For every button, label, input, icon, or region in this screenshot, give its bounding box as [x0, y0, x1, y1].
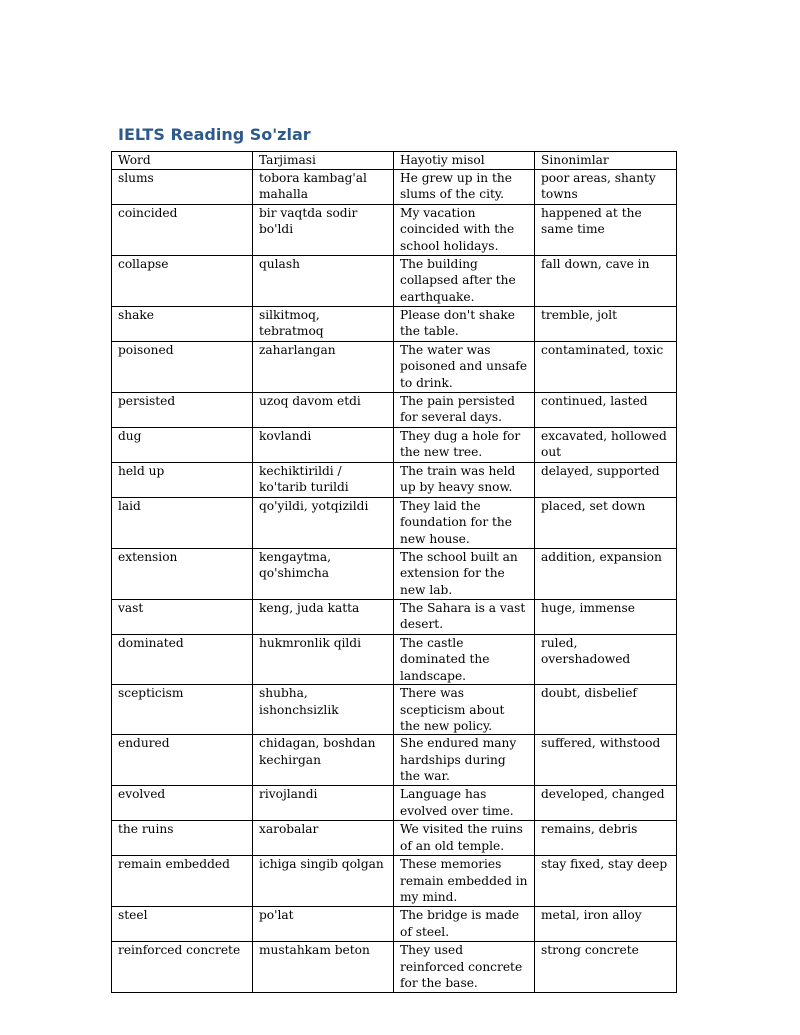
cell-example: She endured many hardships during the war. [394, 735, 535, 786]
cell-example: Please don't shake the table. [394, 307, 535, 342]
cell-translation: kengaytma, qo'shimcha [253, 549, 394, 600]
cell-word: slums [112, 170, 253, 205]
table-row [112, 635, 677, 685]
cell-word: endured [112, 735, 253, 786]
cell-synonyms: huge, immense [535, 600, 677, 635]
table-row [112, 205, 677, 256]
cell-synonyms: happened at the same time [535, 205, 677, 256]
table-row [112, 342, 677, 393]
cell-translation: keng, juda katta [253, 600, 394, 635]
cell-synonyms: stay fixed, stay deep [535, 856, 677, 907]
cell-translation: qulash [253, 256, 394, 307]
column-header-word: Word [112, 152, 253, 170]
table-row [112, 600, 677, 635]
table-row [112, 498, 677, 549]
cell-translation: po'lat [253, 907, 394, 942]
cell-word: steel [112, 907, 253, 942]
cell-synonyms: excavated, hollowed out [535, 428, 677, 463]
cell-translation: chidagan, boshdan kechirgan [253, 735, 394, 786]
table-row [112, 463, 677, 498]
table-row [112, 170, 677, 205]
cell-example: The castle dominated the landscape. [394, 635, 535, 685]
cell-example: We visited the ruins of an old temple. [394, 821, 535, 856]
cell-translation: shubha, ishonchsizlik [253, 685, 394, 735]
cell-word: the ruins [112, 821, 253, 856]
table-row [112, 428, 677, 463]
table-header-row [112, 152, 677, 170]
table-row [112, 856, 677, 907]
cell-example: The building collapsed after the earthquake. [394, 256, 535, 307]
cell-word: remain embedded [112, 856, 253, 907]
cell-synonyms: ruled, overshadowed [535, 635, 677, 685]
cell-example: There was scepticism about the new policy. [394, 685, 535, 735]
cell-translation: hukmronlik qildi [253, 635, 394, 685]
table-row [112, 786, 677, 821]
cell-synonyms: tremble, jolt [535, 307, 677, 342]
cell-synonyms: fall down, cave in [535, 256, 677, 307]
cell-word: vast [112, 600, 253, 635]
column-header-synonyms: Sinonimlar [535, 152, 677, 170]
cell-example: They used reinforced concrete for the base. [394, 942, 535, 992]
cell-word: reinforced concrete [112, 942, 253, 992]
cell-translation: tobora kambag'al mahalla [253, 170, 394, 205]
table-row [112, 685, 677, 735]
cell-translation: bir vaqtda sodir bo'ldi [253, 205, 394, 256]
cell-example: The Sahara is a vast desert. [394, 600, 535, 635]
cell-example: They dug a hole for the new tree. [394, 428, 535, 463]
table-row [112, 821, 677, 856]
cell-translation: xarobalar [253, 821, 394, 856]
cell-word: poisoned [112, 342, 253, 393]
table-row [112, 256, 677, 307]
table-row [112, 393, 677, 428]
table-row [112, 549, 677, 600]
cell-word: extension [112, 549, 253, 600]
cell-word: collapse [112, 256, 253, 307]
cell-word: persisted [112, 393, 253, 428]
cell-example: The pain persisted for several days. [394, 393, 535, 428]
cell-word: evolved [112, 786, 253, 821]
cell-translation: rivojlandi [253, 786, 394, 821]
cell-example: Language has evolved over time. [394, 786, 535, 821]
cell-word: dug [112, 428, 253, 463]
table-row [112, 307, 677, 342]
cell-synonyms: doubt, disbelief [535, 685, 677, 735]
cell-example: The school built an extension for the new lab. [394, 549, 535, 600]
cell-synonyms: continued, lasted [535, 393, 677, 428]
table-row [112, 735, 677, 786]
cell-translation: silkitmoq, tebratmoq [253, 307, 394, 342]
cell-synonyms: metal, iron alloy [535, 907, 677, 942]
column-header-translation: Tarjimasi [253, 152, 394, 170]
cell-synonyms: contaminated, toxic [535, 342, 677, 393]
column-header-example: Hayotiy misol [394, 152, 535, 170]
cell-example: The train was held up by heavy snow. [394, 463, 535, 498]
cell-synonyms: addition, expansion [535, 549, 677, 600]
cell-translation: qo'yildi, yotqizildi [253, 498, 394, 549]
table-row [112, 942, 677, 992]
cell-word: held up [112, 463, 253, 498]
cell-synonyms: strong concrete [535, 942, 677, 992]
cell-word: scepticism [112, 685, 253, 735]
cell-translation: kechiktirildi / ko'tarib turildi [253, 463, 394, 498]
cell-example: My vacation coincided with the school holidays. [394, 205, 535, 256]
cell-example: The water was poisoned and unsafe to drink. [394, 342, 535, 393]
vocabulary-table [111, 151, 677, 993]
table-row [112, 907, 677, 942]
cell-word: laid [112, 498, 253, 549]
cell-synonyms: suffered, withstood [535, 735, 677, 786]
cell-synonyms: poor areas, shanty towns [535, 170, 677, 205]
cell-example: The bridge is made of steel. [394, 907, 535, 942]
cell-synonyms: placed, set down [535, 498, 677, 549]
cell-word: coincided [112, 205, 253, 256]
cell-translation: mustahkam beton [253, 942, 394, 992]
cell-translation: kovlandi [253, 428, 394, 463]
cell-synonyms: remains, debris [535, 821, 677, 856]
cell-translation: uzoq davom etdi [253, 393, 394, 428]
page-title: IELTS Reading So'zlar [118, 125, 311, 144]
cell-synonyms: developed, changed [535, 786, 677, 821]
cell-example: They laid the foundation for the new house. [394, 498, 535, 549]
cell-word: shake [112, 307, 253, 342]
cell-translation: ichiga singib qolgan [253, 856, 394, 907]
cell-word: dominated [112, 635, 253, 685]
cell-synonyms: delayed, supported [535, 463, 677, 498]
cell-example: These memories remain embedded in my mind. [394, 856, 535, 907]
cell-example: He grew up in the slums of the city. [394, 170, 535, 205]
cell-translation: zaharlangan [253, 342, 394, 393]
